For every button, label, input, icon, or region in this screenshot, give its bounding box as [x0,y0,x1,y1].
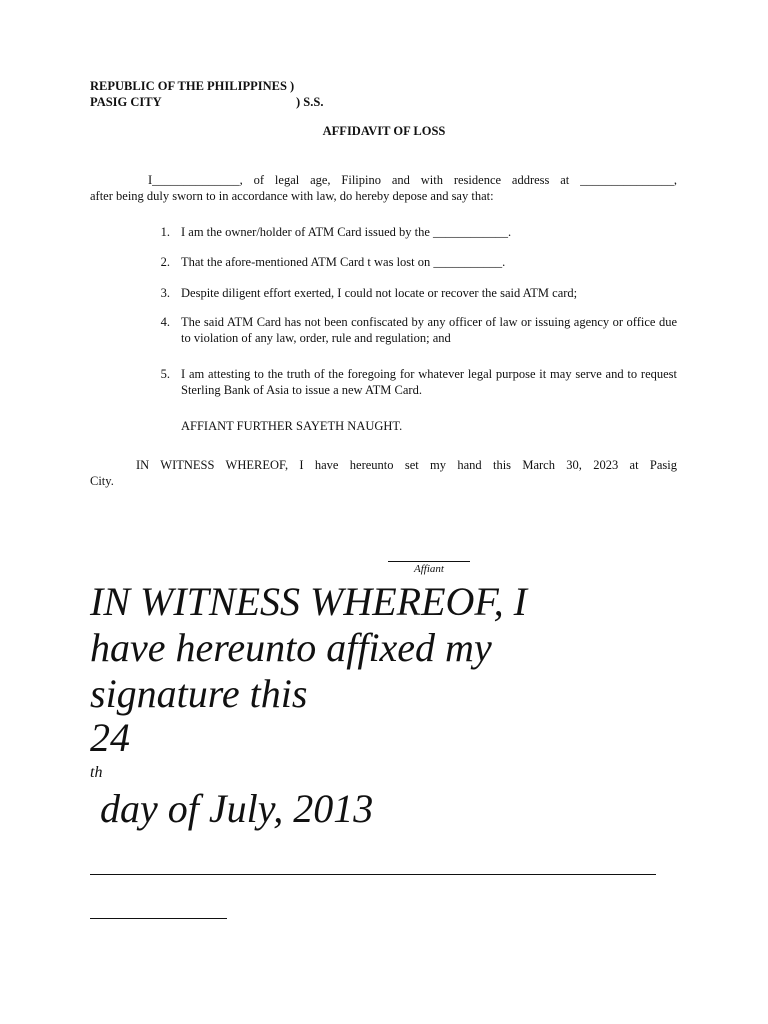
short-signature-rule [90,918,227,919]
large-text-line-4: 24 [90,715,130,760]
list-item-number: 2. [160,255,170,269]
list-item-text: The said ATM Card has not been confiscated by any officer of law or issuing agency or office due to violation of any law, order, rule and regulation; and [181,315,677,345]
large-text-line-6: day of July, 2013 [90,786,374,831]
witness-line-1: IN WITNESS WHEREOF, I have hereunto set my hand this March 30, 2023 at Pasig [136,458,677,472]
large-text-line-2: have hereunto affixed my [90,625,492,670]
affiant-signature-line [388,561,470,562]
list-item-number: 1. [160,225,170,239]
caption-city: PASIG CITY [90,95,162,109]
large-text-line-1: IN WITNESS WHEREOF, I [90,579,527,624]
large-text-superscript: th [90,764,103,781]
intro-line-2: after being duly sworn to in accordance with law, do hereby depose and say that: [90,189,494,203]
intro-line-1: I______________, of legal age, Filipino and with residence address at _______________, [148,173,677,187]
affiant-label: Affiant [414,563,444,575]
witness-paragraph [90,457,677,489]
large-text-line-3: signature this [90,671,308,716]
intro-paragraph [90,172,677,204]
caption-ss: ) S.S. [296,95,324,109]
closing-statement: AFFIANT FURTHER SAYETH NAUGHT. [181,419,403,433]
list-item-number: 3. [160,286,170,300]
document-title: AFFIDAVIT OF LOSS [322,124,446,138]
list-item-text: I am attesting to the truth of the foregoing for whatever legal purpose it may serve and to request Sterling Bank of Asia to issue a new ATM Card. [181,367,677,397]
caption-line-2 [90,94,390,110]
list-item-text: Despite diligent effort exerted, I could not locate or recover the said ATM card; [181,286,578,300]
list-item-text: That the afore-mentioned ATM Card t was lost on ___________. [181,255,506,269]
list-item-number: 5. [160,367,170,381]
list-item-text: I am the owner/holder of ATM Card issued by the ____________. [181,225,512,239]
caption-line-1: REPUBLIC OF THE PHILIPPINES ) [90,79,295,93]
list-item-number: 4. [160,315,170,329]
witness-line-2: City. [90,474,114,488]
long-signature-rule [90,874,656,875]
